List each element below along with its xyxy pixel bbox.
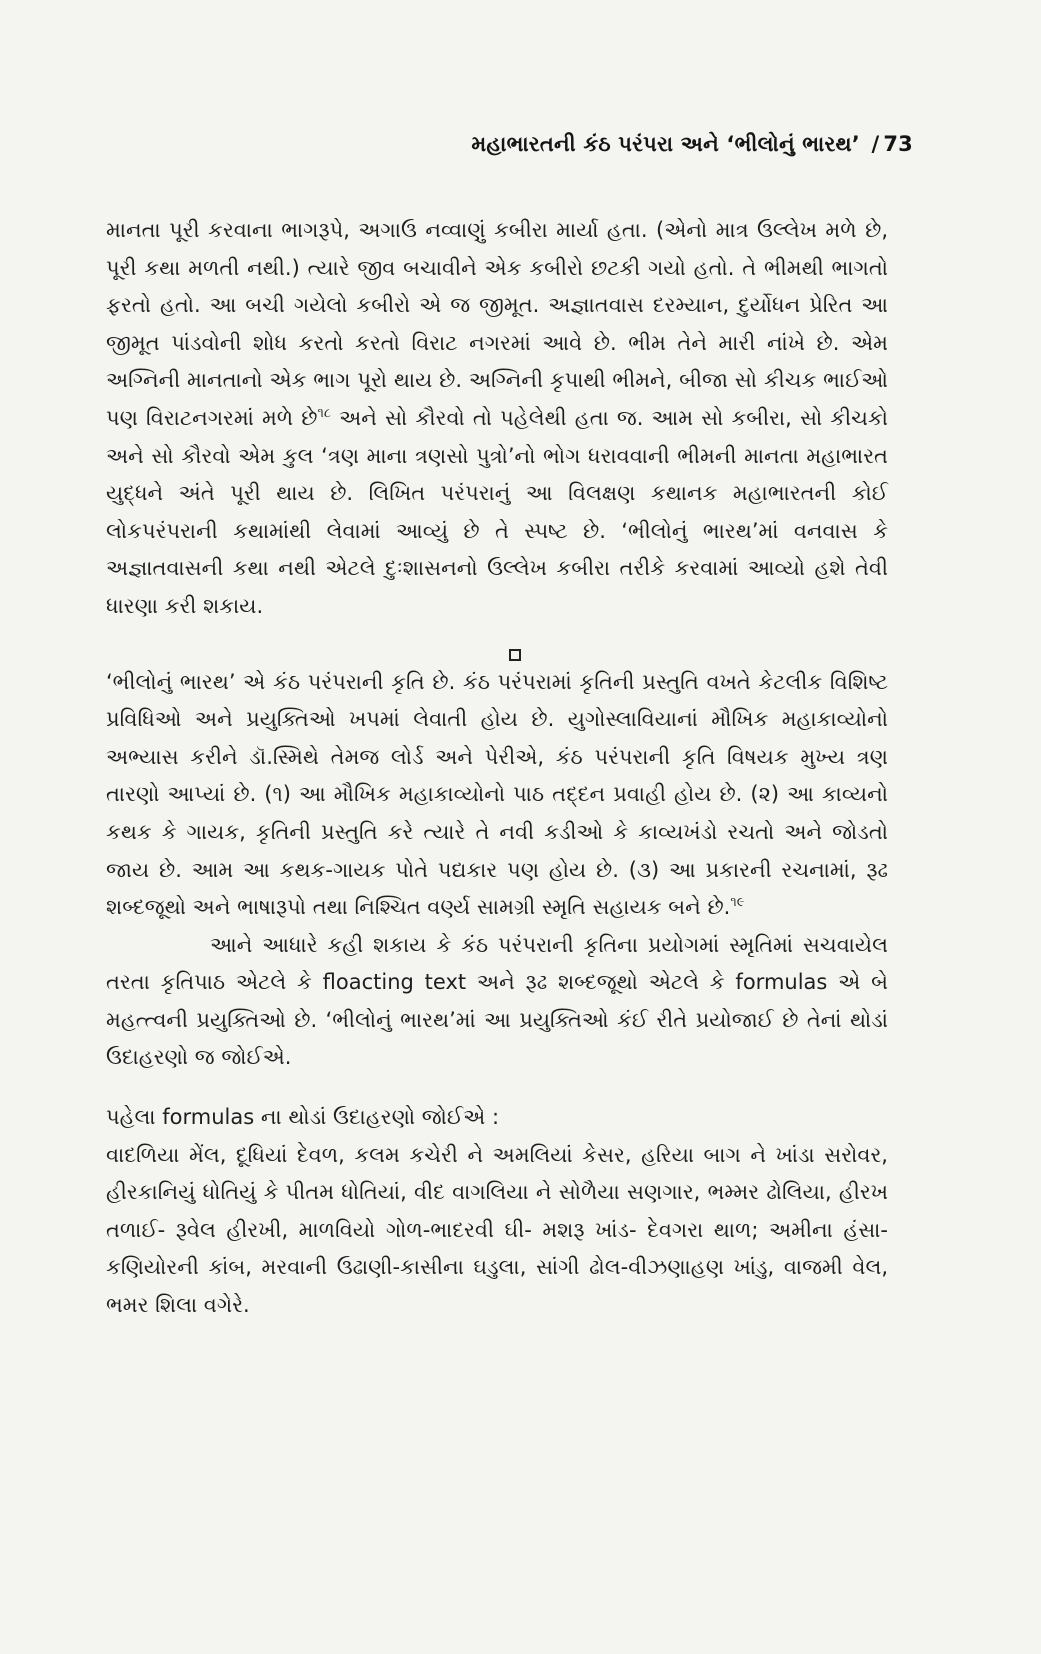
- footnote-ref-19: ૧૯: [730, 895, 745, 911]
- paragraph-1: [106, 212, 888, 626]
- paragraph-1-text-rest: અને સો કૌરવો તો પહેલેથી હતા જ. આમ સો કબીરા, સો કીચકો અને સો કૌરવો એમ કુલ ‘ત્રણ માના ત્રણસો પુત્રો’નો ભોગ ધરાવવાની ભીમની માનતા મહાભારત યુદ્ધને અંતે પૂરી થાય છે. લિખિત પરંપરાનું આ વિલક્ષણ કથાનક મહાભારતની કોઈ લોકપરંપરાની કથામાંથી લેવામાં આવ્યું છે તે સ્પષ્ટ છે. ‘ભીલોનું ભારથ’માં વનવાસ કે અજ્ઞાતવાસની કથા નથી એટલે દુઃશાસનનો ઉલ્લેખ કબીરા તરીકે કરવામાં આવ્યો હશે તેવી ધારણા કરી શકાય.: [106, 405, 888, 618]
- section-break: [106, 636, 888, 658]
- paragraph-1-text: માનતા પૂરી કરવાના ભાગરૂપે, અગાઉ નવ્વાણું કબીરા માર્યા હતા. (એનો માત્ર ઉલ્લેખ મળે છે, પૂરી કથા મળતી નથી.) ત્યારે જીવ બચાવીને એક કબીરો છટકી ગયો હતો. તે ભીમથી ભાગતો ફરતો હતો. આ બચી ગયેલો કબીરો એ જ જીમૂત. અજ્ઞાતવાસ દરમ્યાન, દુર્યોધન પ્રેરિત આ જીમૂત પાંડવોની શોધ કરતો કરતો વિરાટ નગરમાં આવે છે. ભીમ તેને મારી નાંખે છે. એમ અગ્નિની માનતાનો એક ભાગ પૂરો થાય છે. અગ્નિની કૃપાથી ભીમને, બીજા સો કીચક ભાઈઓ પણ વિરાટનગરમાં મળે છે: [106, 218, 888, 430]
- page-number: 73: [883, 132, 913, 156]
- page-body: [106, 212, 888, 1325]
- paragraph-3: આને આધારે કહી શકાય કે કંઠ પરંપરાની કૃતિના પ્રયોગમાં સ્મૃતિમાં સચવાયેલ તરતા કૃતિપાઠ એટલે કે floacting text અને રૂઢ શબ્દજૂથો એટલે કે formulas એ બે મહત્ત્વની પ્રયુક્તિઓ છે. ‘ભીલોનું ભારથ’માં આ પ્રયુક્તિઓ કંઈ રીતે પ્રયોજાઈ છે તેનાં થોડાં ઉદાહરણો જ જોઈએ.: [106, 932, 888, 1070]
- paragraph-2-text: ‘ભીલોનું ભારથ’ એ કંઠ પરંપરાની કૃતિ છે. કંઠ પરંપરામાં કૃતિની પ્રસ્તુતિ વખતે કેટલીક વિશિષ્ટ પ્રવિધિઓ અને પ્રયુક્તિઓ ખપમાં લેવાતી હોય છે. યુગોસ્લાવિયાનાં મૌખિક મહાકાવ્યોનો અભ્યાસ કરીને ડૉ.સ્મિથે તેમજ લોર્ડ અને પેરીએ, કંઠ પરંપરાની કૃતિ વિષયક મુખ્ય ત્રણ તારણો આપ્યાં છે. (૧) આ મૌખિક મહાકાવ્યોનો પાઠ તદ્દન પ્રવાહી હોય છે. (૨) આ કાવ્યનો કથક કે ગાયક, કૃતિની પ્રસ્તુતિ કરે ત્યારે તે નવી કડીઓ કે કાવ્યખંડો રચતો અને જોડતો જાય છે. આમ આ કથક-ગાયક પોતે પદ્યકાર પણ હોય છે. (૩) આ પ્રકારની રચનામાં, રૂઢ શબ્દજૂથો અને ભાષારૂપો તથા નિશ્ચિત વર્ણ્ય સામગ્રી સ્મૃતિ સહાયક બને છે.: [106, 669, 888, 920]
- footnote-ref-18: ૧૮: [317, 405, 332, 421]
- running-header: [471, 132, 913, 157]
- paragraph-2: [106, 664, 888, 927]
- section-break-square-icon: [509, 649, 521, 661]
- examples-heading: પહેલા formulas ના થોડાં ઉદાહરણો જોઈએ :: [106, 1105, 500, 1130]
- paragraph-4: વાદળિયા મેંલ, દૂધિયાં દેવળ, કલમ કચેરી ને અમલિયાં કેસર, હરિયા બાગ ને ખાંડા સરોવર, હીરકાનિયું ધોતિયું કે પીતમ ધોતિયાં, વીદ વાગલિયા ને સોળૈયા સણગાર, ભમ્મર ઢોલિયા, હીરખ તળાઈ- રૂવેલ હીરખી, માળવિયો ગોળ-ભાદરવી ઘી- મશરૂ ખાંડ- દેવગરા થાળ; અમીના હંસા-કણિયોરની કાંબ, મરવાની ઉઢાણી-કાસીના ઘડુલા, સાંગી ઢોલ-વીઝણાહણ ખાંડુ, વાજમી વેલ, ભમર શિલા વગેરે.: [106, 1142, 888, 1318]
- header-separator: /: [871, 132, 880, 156]
- running-title: મહાભારતની કંઠ પરંપરા અને ‘ભીલોનું ભારથ’: [471, 132, 860, 156]
